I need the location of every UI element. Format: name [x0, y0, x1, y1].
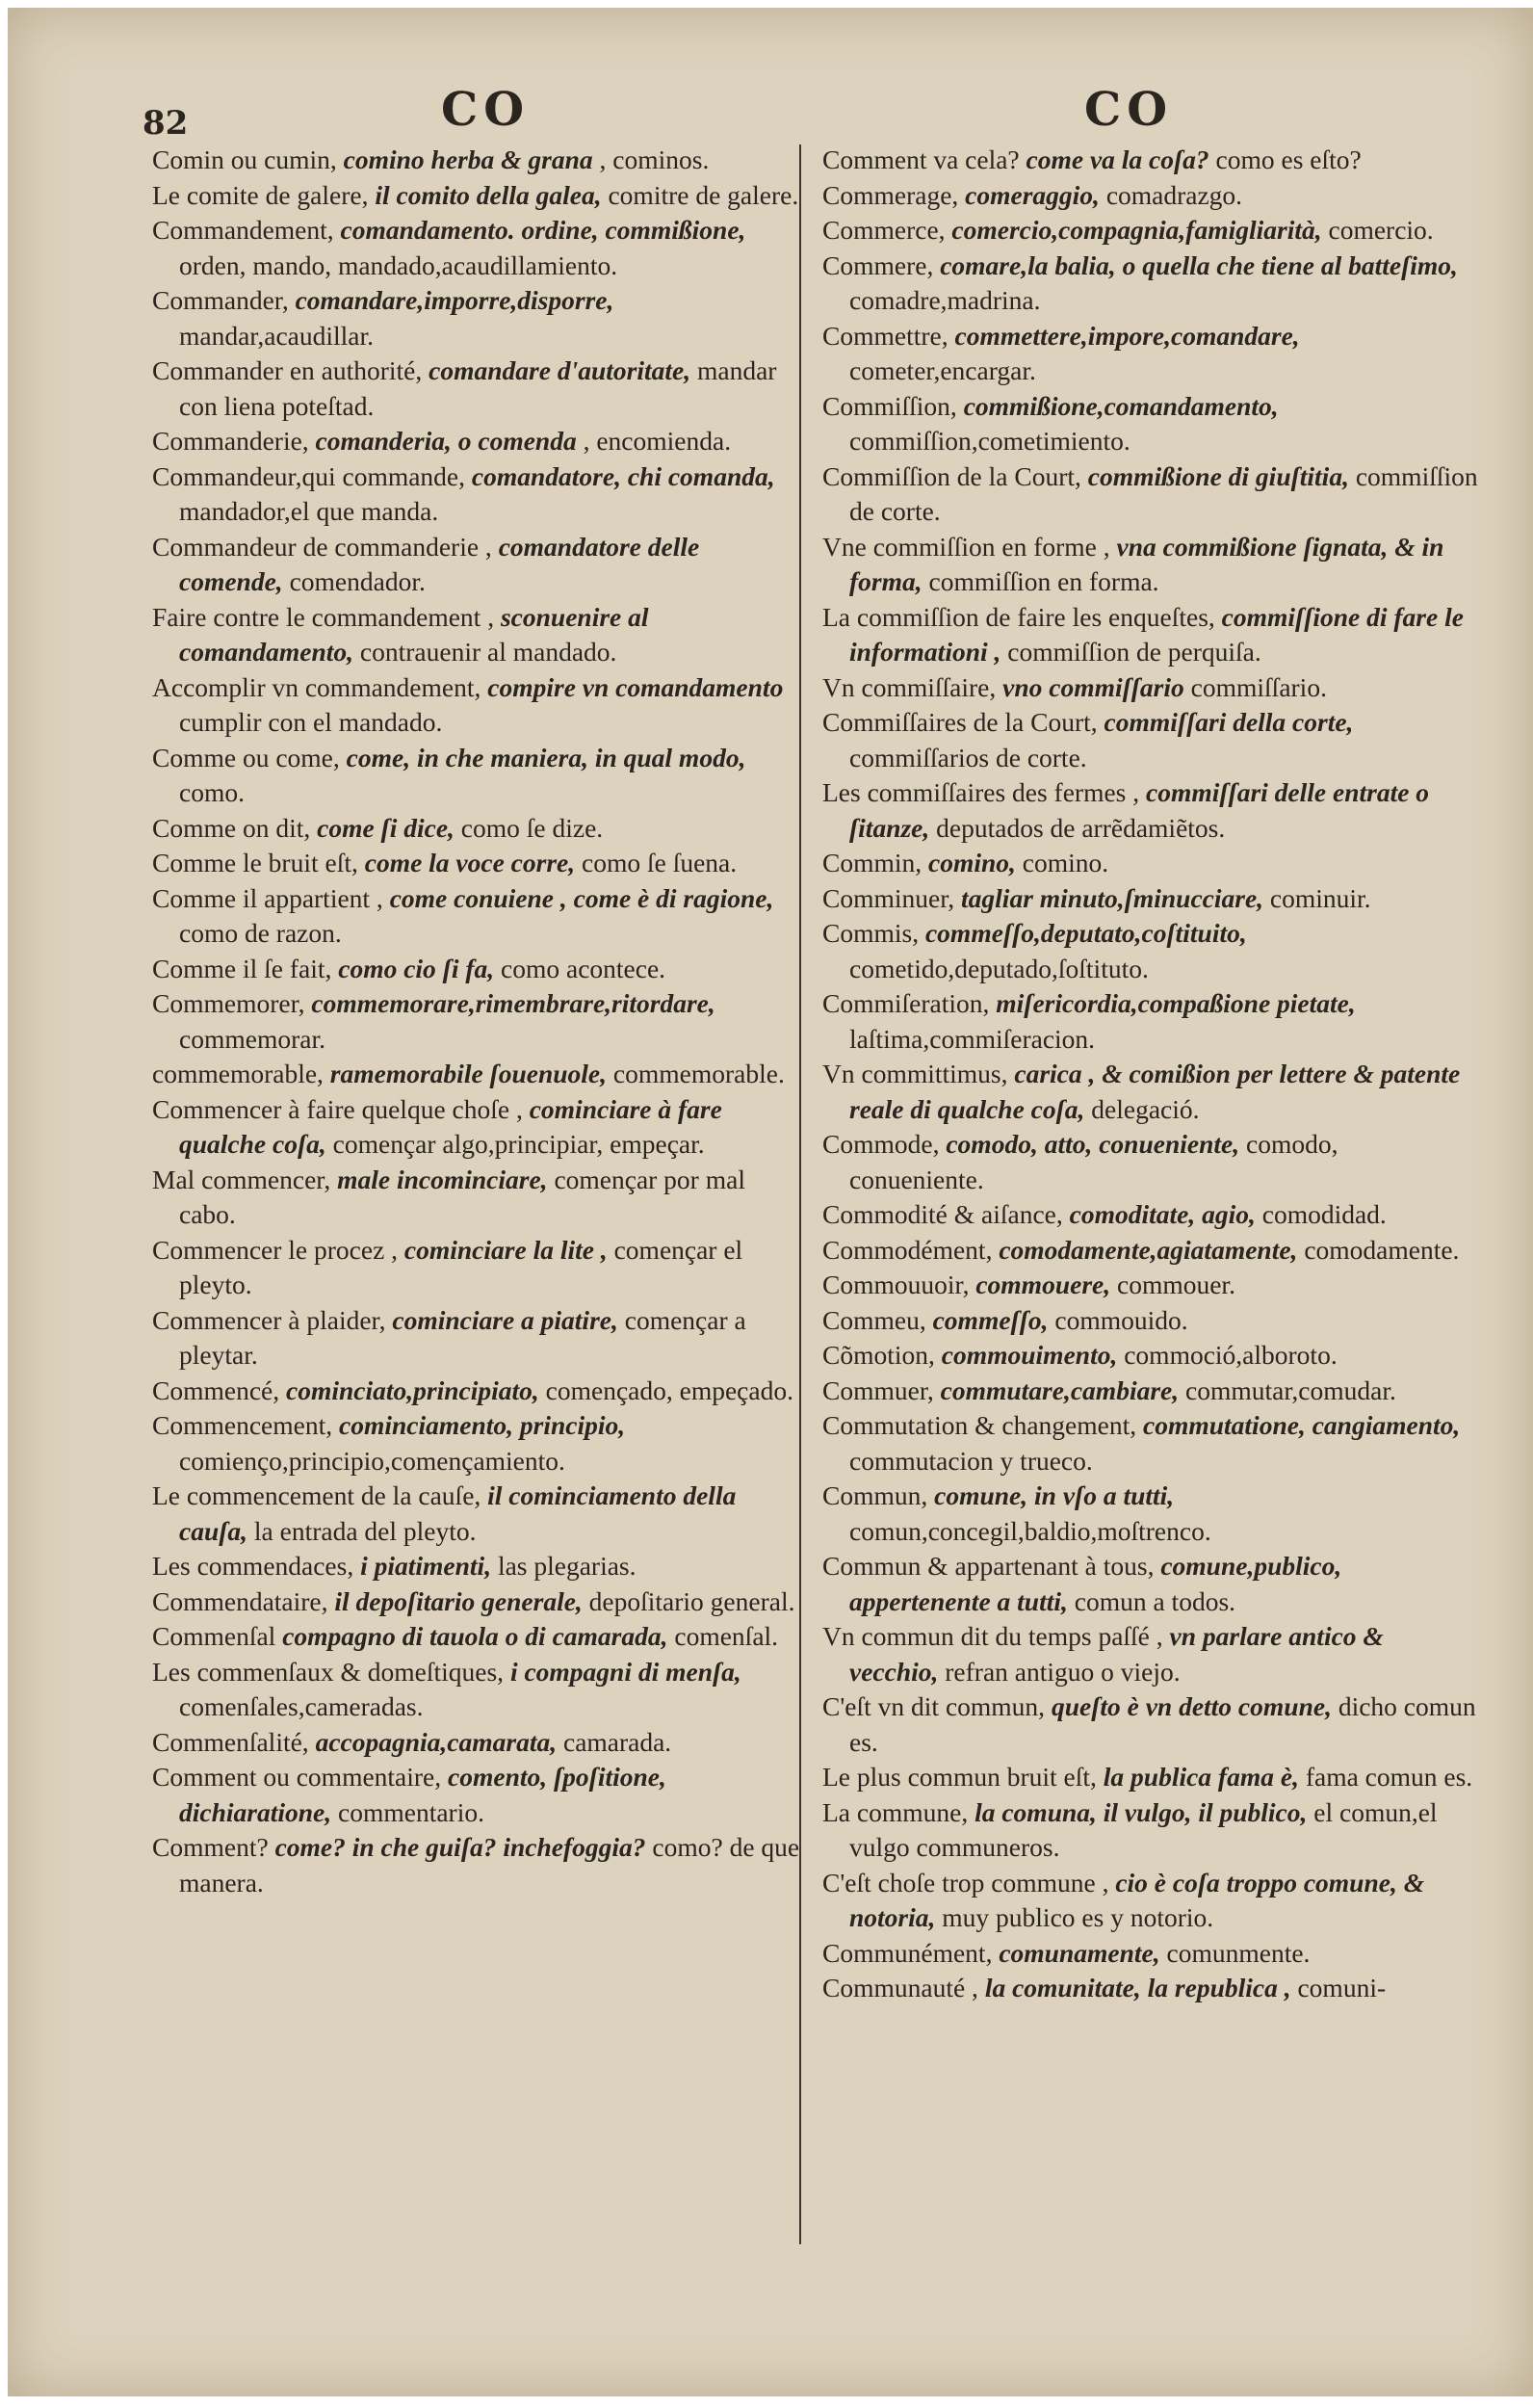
french-term: Accomplir vn commandement, — [152, 671, 481, 702]
spanish-translation: como es eſto? — [1215, 144, 1362, 174]
dictionary-entry — [152, 178, 807, 214]
dictionary-entry — [822, 916, 1479, 986]
right-column-heading: CO — [1084, 83, 1174, 137]
french-term: Commendataire, — [152, 1585, 328, 1616]
italian-translation: tagliar minuto,ſminucciare, — [961, 882, 1264, 913]
italian-translation: comandatore, chi comanda, — [471, 460, 775, 491]
spanish-translation: commouer. — [1116, 1269, 1235, 1299]
spanish-translation: comenſales,cameradas. — [179, 1691, 424, 1721]
french-term: Commiſſion, — [822, 390, 957, 421]
dictionary-entry — [152, 1655, 807, 1725]
italian-translation: come? in che guiſa? inchefoggia? — [274, 1832, 646, 1862]
french-term: Commandement, — [152, 215, 334, 245]
italian-translation: la comuna, il vulgo, il publico, — [974, 1796, 1308, 1827]
spanish-translation: cometer,encargar. — [849, 355, 1036, 385]
dictionary-entry — [152, 881, 807, 952]
italian-translation: comandare,imporre,disporre, — [295, 285, 614, 315]
french-term: Les commendaces, — [152, 1551, 354, 1581]
dictionary-entry — [822, 1866, 1479, 1936]
page-number: 82 — [143, 104, 189, 143]
spanish-translation: comun,concegil,baldio,moſtrenco. — [849, 1515, 1211, 1546]
dictionary-entry — [822, 143, 1479, 178]
spanish-translation: commiſſion de perquiſa. — [1007, 637, 1261, 667]
spanish-translation: comenſal. — [674, 1621, 779, 1651]
dictionary-page — [8, 8, 1533, 2396]
spanish-translation: el comun,el vulgo communeros. — [849, 1796, 1438, 1862]
spanish-translation: como ſe dize. — [460, 812, 604, 843]
dictionary-entry — [152, 811, 807, 847]
italian-translation: miſericordia,compaßione pietate, — [996, 988, 1356, 1018]
spanish-translation: començar algo,principiar, empeçar. — [332, 1129, 705, 1159]
spanish-translation: contrauenir al mandado. — [359, 637, 617, 667]
italian-translation: vno commiſſario — [1002, 671, 1184, 702]
french-term: Commander, — [152, 285, 289, 315]
spanish-translation: la entrada del pleyto. — [253, 1515, 477, 1546]
dictionary-entry — [152, 670, 807, 741]
dictionary-entry — [152, 846, 807, 881]
dictionary-entry — [152, 986, 807, 1057]
dictionary-entry — [152, 952, 807, 987]
dictionary-entry — [822, 1479, 1479, 1549]
italian-translation: cominciamento, principio, — [338, 1410, 626, 1440]
french-term: Commode, — [822, 1129, 940, 1159]
dictionary-entry — [822, 1268, 1479, 1303]
spanish-translation: commiſſario. — [1190, 671, 1327, 702]
italian-translation: commißione,comandamento, — [963, 390, 1279, 421]
dictionary-entry — [152, 1408, 807, 1479]
french-term: Commun & appartenant à tous, — [822, 1551, 1155, 1581]
french-term: C'eſt choſe trop commune , — [822, 1867, 1109, 1898]
french-term: Commandeur,qui commande, — [152, 460, 466, 491]
spanish-translation: començar a pleytar. — [179, 1304, 746, 1370]
dictionary-entry — [152, 1760, 807, 1830]
french-term: Commenſal — [152, 1621, 276, 1651]
italian-translation: compagno di tauola o di camarada, — [282, 1621, 668, 1651]
french-term: Comme il ſe fait, — [152, 953, 332, 983]
dictionary-entry — [152, 600, 807, 670]
italian-translation: il comito della galea, — [375, 179, 602, 210]
italian-translation: comune,publico, appertenente a tutti, — [849, 1551, 1342, 1616]
spanish-translation: como. — [179, 777, 245, 807]
french-term: Comme ou come, — [152, 742, 340, 772]
italian-translation: commißione di giuſtitia, — [1087, 460, 1349, 491]
italian-translation: commiſſari della corte, — [1104, 707, 1354, 737]
french-term: Communément, — [822, 1937, 993, 1968]
spanish-translation: muy publico es y notorio. — [942, 1902, 1214, 1932]
french-term: Comin ou cumin, — [152, 144, 337, 174]
spanish-translation: depoſitario general. — [588, 1585, 795, 1616]
dictionary-entry — [152, 1479, 807, 1549]
french-term: Comme il appartient , — [152, 882, 383, 913]
italian-translation: come va la coſa? — [1026, 144, 1209, 174]
spanish-translation: començado, empeçado. — [545, 1374, 793, 1405]
french-term: Commerage, — [822, 179, 959, 210]
italian-translation: comeraggio, — [965, 179, 1100, 210]
spanish-translation: refran antiguo o viejo. — [945, 1656, 1181, 1687]
dictionary-entry — [822, 1971, 1479, 2006]
dictionary-entry — [822, 1936, 1479, 1972]
dictionary-entry — [822, 1549, 1479, 1619]
spanish-translation: comun a todos. — [1074, 1585, 1236, 1616]
french-term: Commeu, — [822, 1304, 926, 1335]
dictionary-entry — [822, 881, 1479, 917]
spanish-translation: mandador,el que manda. — [179, 496, 439, 526]
french-term: Cõmotion, — [822, 1340, 935, 1370]
spanish-translation: cometido,deputado,ſoſtituto. — [849, 953, 1149, 983]
french-term: Commiſſaires de la Court, — [822, 707, 1098, 737]
french-term: Les commiſſaires des fermes , — [822, 777, 1140, 807]
french-term: Commin, — [822, 848, 922, 877]
spanish-translation: commutacion y trueco. — [849, 1445, 1093, 1476]
italian-translation: come la voce corre, — [364, 848, 576, 877]
dictionary-entry — [822, 705, 1479, 775]
spanish-translation: delegació. — [1091, 1093, 1200, 1124]
french-term: Commuer, — [822, 1374, 934, 1405]
spanish-translation: comadrazgo. — [1105, 179, 1243, 210]
french-term: Commencé, — [152, 1374, 280, 1405]
italian-translation: cominciato,principiato, — [286, 1374, 539, 1405]
italian-translation: cominciare a piatire, — [392, 1304, 618, 1335]
french-term: Commiſſion de la Court, — [822, 460, 1081, 491]
french-term: Commere, — [822, 249, 934, 280]
italian-translation: comandamento. ordine, commißione, — [340, 215, 746, 245]
spanish-translation: comino. — [1022, 848, 1109, 877]
italian-translation: comercio,compagnia,famigliarità, — [951, 215, 1322, 245]
spanish-translation: como? de que manera. — [179, 1832, 800, 1898]
french-term: La commune, — [822, 1796, 969, 1827]
dictionary-entry — [152, 1549, 807, 1584]
spanish-translation: mandar con liena poteſtad. — [179, 355, 777, 421]
italian-translation: i piatimenti, — [360, 1551, 492, 1581]
dictionary-entry — [152, 1303, 807, 1374]
french-term: Le commencement de la cauſe, — [152, 1480, 481, 1510]
spanish-translation: commiſſion en forma. — [928, 566, 1159, 596]
spanish-translation: commemorable. — [612, 1059, 785, 1088]
italian-translation: vn parlare antico & vecchio, — [849, 1621, 1384, 1687]
french-term: Vne commiſſion en forme , — [822, 531, 1110, 562]
dictionary-entry — [152, 1619, 807, 1655]
italian-translation: comare,la balia, o quella che tiene al batteſimo, — [940, 249, 1458, 280]
spanish-translation: comendador. — [289, 566, 426, 596]
french-term: Mal commencer, — [152, 1164, 331, 1194]
spanish-translation: commouido. — [1054, 1304, 1188, 1335]
dictionary-entry — [822, 1197, 1479, 1233]
french-term: Communauté , — [822, 1973, 978, 2002]
spanish-translation: , encomienda. — [583, 426, 732, 456]
french-term: Commenſalité, — [152, 1726, 309, 1757]
italian-translation: sconuenire al comandamento, — [179, 601, 649, 667]
italian-translation: commouimento, — [941, 1340, 1118, 1370]
dictionary-entry — [822, 1303, 1479, 1339]
spanish-translation: commentario. — [338, 1796, 484, 1827]
italian-translation: cio è coſa troppo comune, & notoria, — [849, 1867, 1425, 1932]
french-term: Le plus commun bruit eſt, — [822, 1762, 1097, 1792]
spanish-translation: cumplir con el mandado. — [179, 707, 443, 737]
spanish-translation: comercio. — [1328, 215, 1434, 245]
dictionary-entry — [822, 775, 1479, 846]
french-term: Comment? — [152, 1832, 269, 1862]
french-term: Commerce, — [822, 215, 946, 245]
dictionary-entry — [152, 143, 807, 178]
italian-translation: comino, — [928, 848, 1016, 877]
spanish-translation: comadre,madrina. — [849, 285, 1041, 315]
italian-translation: comanderia, o comenda — [315, 426, 577, 456]
italian-translation: il cominciamento della cauſa, — [179, 1480, 737, 1546]
spanish-translation: comienço,principio,començamiento. — [179, 1445, 565, 1476]
italian-translation: il depoſitario generale, — [334, 1585, 583, 1616]
french-term: Commandeur de commanderie , — [152, 531, 492, 562]
french-term: Vn commun dit du temps paſſé , — [822, 1621, 1163, 1651]
french-term: Commutation & changement, — [822, 1410, 1137, 1440]
spanish-translation: , cominos. — [599, 144, 710, 174]
dictionary-entry — [822, 1408, 1479, 1479]
right-column — [822, 143, 1479, 2006]
dictionary-entry — [822, 249, 1479, 319]
italian-translation: cominciare la lite , — [403, 1234, 608, 1265]
dictionary-entry — [822, 459, 1479, 530]
italian-translation: comodo, atto, conueniente, — [946, 1129, 1240, 1159]
dictionary-entry — [822, 1057, 1479, 1127]
italian-translation: come ſi dice, — [317, 812, 455, 843]
dictionary-entry — [152, 1233, 807, 1303]
dictionary-entry — [822, 1374, 1479, 1409]
italian-translation: comento, ſpoſitione, dichiaratione, — [179, 1762, 666, 1827]
french-term: Comment va cela? — [822, 144, 1020, 174]
italian-translation: come, in che maniera, in qual modo, — [346, 742, 746, 772]
french-term: Commencer à plaider, — [152, 1304, 386, 1335]
italian-translation: comune, in vſo a tutti, — [934, 1480, 1175, 1510]
spanish-translation: como acontece. — [501, 953, 666, 983]
dictionary-entry — [822, 1619, 1479, 1689]
italian-translation: comandatore delle comende, — [179, 531, 700, 596]
spanish-translation: comuni- — [1297, 1973, 1387, 2002]
italian-translation: i compagni di menſa, — [509, 1656, 741, 1687]
spanish-translation: comodidad. — [1261, 1199, 1387, 1229]
italian-translation: comunamente, — [999, 1937, 1160, 1968]
dictionary-entry — [152, 424, 807, 459]
french-term: Commodité & aiſance, — [822, 1199, 1063, 1229]
italian-translation: commemorare,rimembrare,ritordare, — [311, 988, 715, 1018]
italian-translation: la publica fama è, — [1103, 1762, 1299, 1792]
italian-translation: comino herba & grana — [343, 144, 593, 174]
spanish-translation: como ſe ſuena. — [582, 848, 738, 877]
spanish-translation: fama comun es. — [1305, 1762, 1473, 1792]
french-term: Vn committimus, — [822, 1059, 1008, 1088]
dictionary-entry — [152, 530, 807, 600]
dictionary-entry — [822, 600, 1479, 670]
dictionary-entry — [152, 1057, 807, 1092]
italian-translation: commeſſo, — [932, 1304, 1049, 1335]
italian-translation: como cio ſi fa, — [338, 953, 495, 983]
dictionary-entry — [822, 846, 1479, 881]
italian-translation: queſto è vn detto comune, — [1051, 1691, 1332, 1721]
french-term: Commander en authorité, — [152, 355, 423, 385]
french-term: Commiſeration, — [822, 988, 990, 1018]
spanish-translation: deputados de arrẽdamiẽtos. — [936, 812, 1226, 843]
spanish-translation: comodo, conueniente. — [849, 1129, 1338, 1194]
spanish-translation: comitre de galere. — [608, 179, 799, 210]
dictionary-entry — [152, 1163, 807, 1233]
dictionary-entry — [822, 213, 1479, 249]
italian-translation: carica , & comißion per lettere & patente reale di qualche coſa, — [849, 1059, 1461, 1124]
italian-translation: comoditate, agio, — [1069, 1199, 1256, 1229]
french-term: Commanderie, — [152, 426, 309, 456]
italian-translation: commutare,cambiare, — [940, 1374, 1180, 1405]
spanish-translation: començar por mal cabo. — [179, 1164, 745, 1229]
spanish-translation: orden, mando, mandado,acaudillamiento. — [179, 249, 618, 280]
dictionary-entry — [152, 1830, 807, 1900]
french-term: Commouuoir, — [822, 1269, 970, 1299]
spanish-translation: camarada. — [562, 1726, 672, 1757]
dictionary-entry — [822, 389, 1479, 459]
spanish-translation: commemorar. — [179, 1023, 325, 1054]
spanish-translation: commutar,comudar. — [1185, 1374, 1396, 1405]
italian-translation: commouere, — [975, 1269, 1111, 1299]
french-term: Commettre, — [822, 320, 948, 351]
dictionary-entry — [152, 1584, 807, 1620]
dictionary-entry — [152, 1374, 807, 1409]
french-term: Commodément, — [822, 1234, 993, 1265]
spanish-translation: cominuir. — [1269, 882, 1371, 913]
spanish-translation: commoció,alboroto. — [1124, 1340, 1338, 1370]
dictionary-entry — [822, 986, 1479, 1057]
dictionary-entry — [152, 213, 807, 283]
french-term: Commencer à faire quelque choſe , — [152, 1093, 523, 1124]
french-term: Commis, — [822, 918, 920, 948]
dictionary-entry — [152, 1092, 807, 1163]
french-term: Commun, — [822, 1480, 928, 1510]
italian-translation: compire vn comandamento — [487, 671, 784, 702]
dictionary-entry — [822, 530, 1479, 600]
french-term: Vn commiſſaire, — [822, 671, 997, 702]
spanish-translation: laſtima,commiſeracion. — [849, 1023, 1096, 1054]
spanish-translation: comodamente. — [1304, 1234, 1460, 1265]
french-term: Les commenſaux & domeſtiques, — [152, 1656, 505, 1687]
dictionary-entry — [822, 1760, 1479, 1795]
italian-translation: male incominciare, — [337, 1164, 548, 1194]
italian-translation: commiſſione di fare le informationi , — [849, 601, 1464, 667]
italian-translation: comandare d'autoritate, — [429, 355, 691, 385]
french-term: Faire contre le commandement , — [152, 601, 495, 632]
french-term: Le comite de galere, — [152, 179, 369, 210]
italian-translation: commutatione, cangiamento, — [1143, 1410, 1461, 1440]
french-term: Comment ou commentaire, — [152, 1762, 442, 1792]
dictionary-entry — [822, 178, 1479, 214]
dictionary-entry — [822, 1233, 1479, 1269]
spanish-translation: commiſſion,cometimiento. — [849, 426, 1130, 456]
spanish-translation: dicho comun es. — [849, 1691, 1476, 1757]
italian-translation: cominciare à fare qualche coſa, — [179, 1093, 722, 1159]
dictionary-entry — [822, 1795, 1479, 1866]
spanish-translation: començar el pleyto. — [179, 1234, 743, 1299]
italian-translation: commettere,impore,comandare, — [954, 320, 1300, 351]
dictionary-entry — [152, 741, 807, 811]
spanish-translation: comunmente. — [1166, 1937, 1311, 1968]
spanish-translation: commiſſion de corte. — [849, 460, 1478, 526]
left-column — [152, 143, 807, 1900]
dictionary-entry — [152, 353, 807, 424]
italian-translation: come conuiene , come è di ragione, — [389, 882, 774, 913]
spanish-translation: las plegarias. — [497, 1551, 637, 1581]
italian-translation: commiſſari delle entrate o ſitanze, — [849, 777, 1430, 843]
dictionary-entry — [822, 1689, 1479, 1760]
dictionary-entry — [822, 1338, 1479, 1374]
italian-translation: commeſſo,deputato,coſtituito, — [924, 918, 1247, 948]
spanish-translation: commiſſarios de corte. — [849, 742, 1087, 772]
spanish-translation: como de razon. — [179, 918, 342, 948]
french-term: Commencement, — [152, 1410, 333, 1440]
french-term: La commiſſion de faire les enqueſtes, — [822, 601, 1215, 632]
spanish-translation: mandar,acaudillar. — [179, 320, 374, 351]
dictionary-entry — [152, 283, 807, 353]
dictionary-entry — [152, 1725, 807, 1761]
french-term: C'eſt vn dit commun, — [822, 1691, 1046, 1721]
dictionary-entry — [152, 459, 807, 530]
french-term: commemorable, — [152, 1059, 324, 1088]
dictionary-entry — [822, 319, 1479, 389]
italian-translation: accopagnia,camarata, — [315, 1726, 558, 1757]
italian-translation: comodamente,agiatamente, — [999, 1234, 1298, 1265]
french-term: Comme on dit, — [152, 812, 311, 843]
italian-translation: ramemorabile ſouenuole, — [329, 1059, 608, 1088]
french-term: Comme le bruit eſt, — [152, 848, 358, 877]
french-term: Commencer le procez , — [152, 1234, 399, 1265]
italian-translation: la comunitate, la republica , — [984, 1973, 1291, 2002]
italian-translation: vna commißione ſignata, & in forma, — [849, 531, 1444, 596]
dictionary-entry — [822, 1127, 1479, 1197]
left-column-heading: CO — [441, 83, 531, 137]
dictionary-entry — [822, 670, 1479, 706]
french-term: Commemorer, — [152, 988, 305, 1018]
french-term: Comminuer, — [822, 882, 955, 913]
